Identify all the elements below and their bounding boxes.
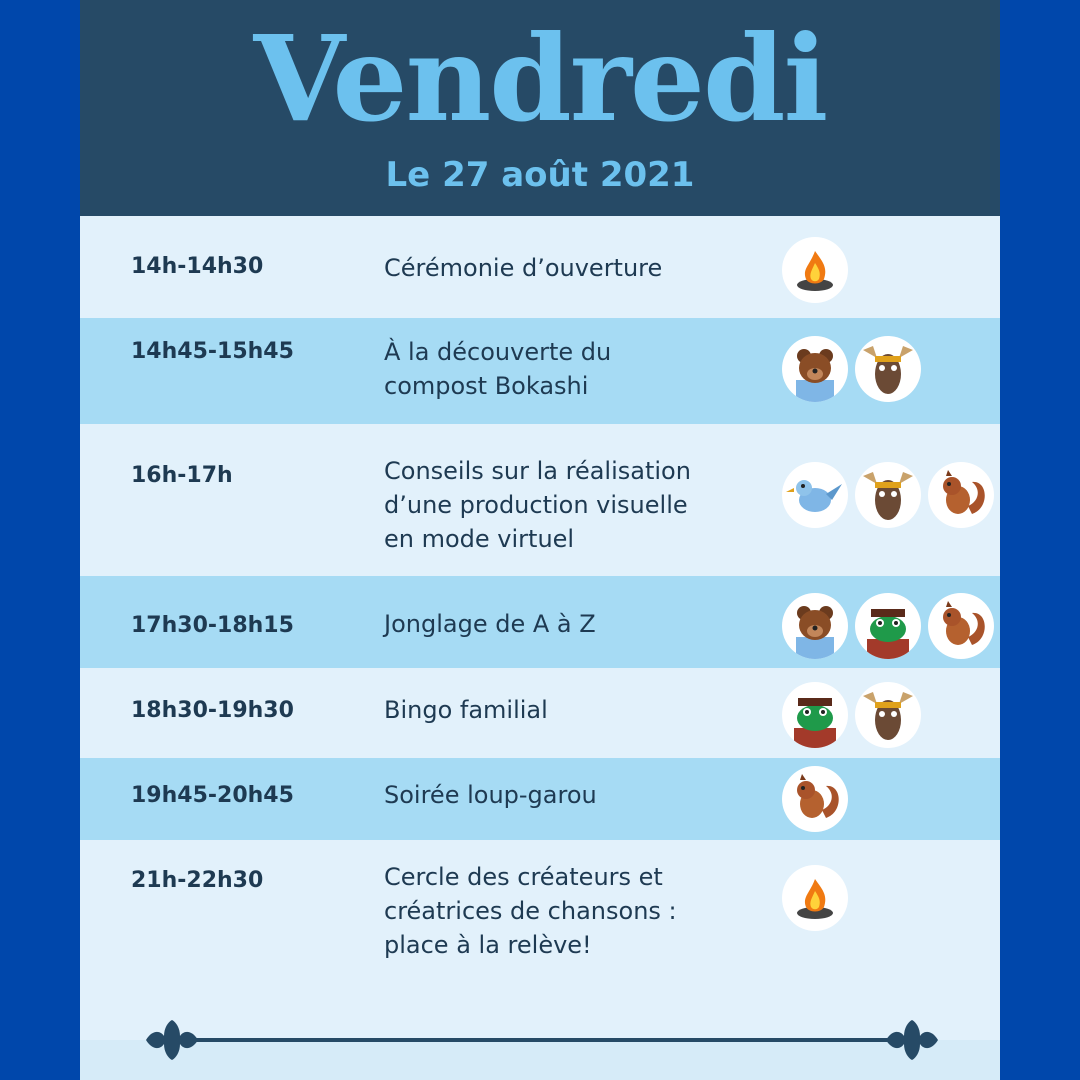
campfire-icon	[782, 237, 848, 303]
schedule-row	[80, 576, 1000, 668]
frog-icon	[855, 593, 921, 659]
time-slot: 14h45-15h45	[131, 339, 294, 364]
schedule-panel	[80, 0, 1000, 1080]
time-slot: 17h30-18h15	[131, 613, 294, 638]
time-slot: 16h-17h	[131, 463, 233, 488]
frog-icon	[782, 682, 848, 748]
event-date: Le 27 août 2021	[385, 155, 695, 195]
squirrel-icon	[928, 462, 994, 528]
activity-title: Cercle des créateurs et créatrices de chansons : place à la relève!	[384, 863, 677, 959]
activity-title: Bingo familial	[384, 696, 548, 724]
time-slot: 18h30-19h30	[131, 698, 294, 723]
activity-title: À la découverte du compost Bokashi	[384, 338, 612, 400]
schedule-row	[80, 758, 1000, 840]
moose-icon	[855, 336, 921, 402]
schedule-row	[80, 668, 1000, 758]
squirrel-icon	[782, 766, 848, 832]
campfire-icon	[782, 865, 848, 931]
bear-icon	[782, 593, 848, 659]
activity-title: Cérémonie d’ouverture	[384, 254, 663, 282]
bear-icon	[782, 336, 848, 402]
moose-icon	[855, 462, 921, 528]
schedule-row	[80, 424, 1000, 576]
activity-title: Soirée loup-garou	[384, 781, 597, 809]
header	[80, 0, 1000, 216]
bird-icon	[782, 462, 848, 528]
fleur-de-lis-divider	[142, 1014, 942, 1064]
schedule-row	[80, 840, 1000, 1000]
schedule-row	[80, 216, 1000, 318]
time-slot: 14h-14h30	[131, 254, 264, 279]
activity-title: Conseils sur la réalisation d’une production visuelle en mode virtuel	[384, 457, 691, 553]
time-slot: 21h-22h30	[131, 868, 264, 893]
page-title: Vendredi	[253, 9, 827, 148]
time-slot: 19h45-20h45	[131, 783, 294, 808]
squirrel-icon	[928, 593, 994, 659]
activity-title: Jonglage de A à Z	[384, 610, 596, 638]
schedule-row	[80, 318, 1000, 424]
moose-icon	[855, 682, 921, 748]
